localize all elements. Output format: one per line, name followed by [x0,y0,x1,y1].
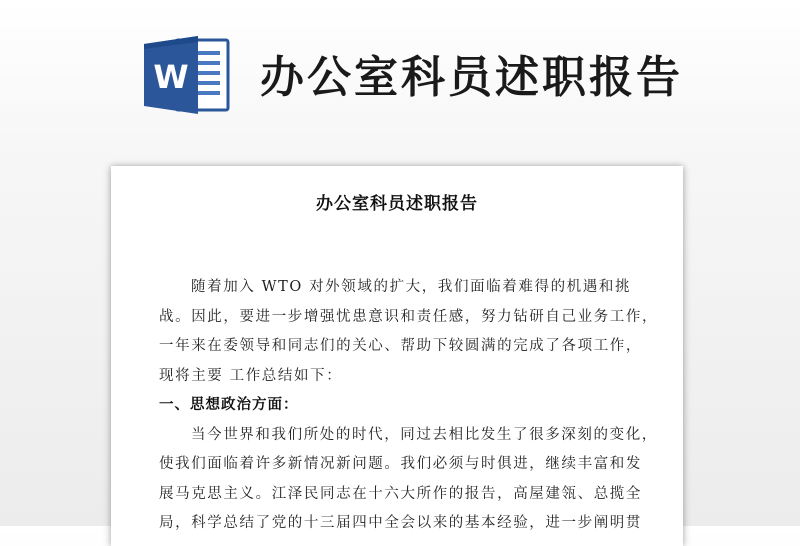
section-heading: 一、思想政治方面： [159,397,299,413]
word-document-icon [142,34,234,116]
document-body [159,273,659,539]
paragraph-line: 展马克思主义。江泽民同志在十六大所作的报告，高屋建瓴、总揽全 [159,485,642,502]
paragraph-line: 当今世界和我们所处的时代，同过去相比发生了很多深刻的变化， [191,426,658,443]
page-title: 办公室科员述职报告 [260,52,683,103]
paragraph-line: 现将主要 工作总结如下： [159,367,343,384]
document-title: 办公室科员述职报告 [316,194,478,214]
paragraph-line: 随着加入 WTO 对外领域的扩大，我们面临着难得的机遇和挑 [191,279,632,295]
word-icon-letter: W [153,58,189,96]
paragraph-line: 战。因此，要进一步增强忧患意识和责任感，努力钻研自己业务工作， [159,308,659,325]
paragraph-line: 使我们面临着许多新情况新问题。我们必须与时俱进，继续丰富和发 [159,456,642,472]
document-preview [111,166,683,546]
header [0,0,800,150]
paragraph-line: 局，科学总结了党的十三届四中全会以来的基本经验，进一步阐明贯 [159,515,642,531]
paragraph-line: 一年来在委领导和同志们的关心、帮助下较圆满的完成了各项工作， [159,338,642,354]
